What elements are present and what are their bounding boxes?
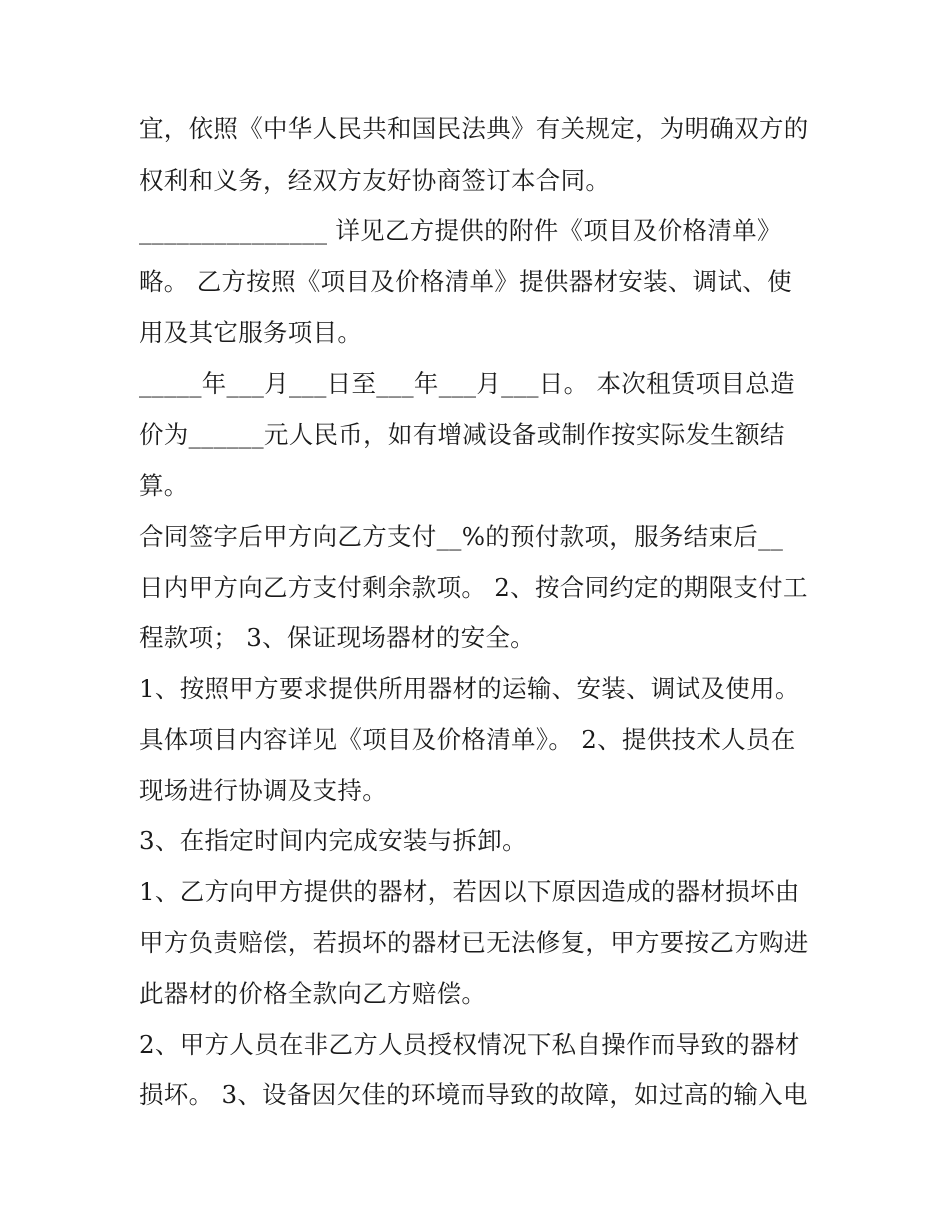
text-line: 日内甲方向乙方支付剩余款项。 2、按合同约定的期限支付工 [139,573,808,602]
text-line: 2、甲方人员在非乙方人员授权情况下私自操作而导致的器材 [139,1030,800,1059]
text-line: 损坏。 3、设备因欠佳的环境而导致的故障，如过高的输入电 [139,1080,808,1109]
text-line: _____年___月___日至___年___月___日。 本次租赁项目总造 [139,369,795,398]
text-line: _______________ 详见乙方提供的附件《项目及价格清单》 [139,216,782,245]
text-line: 合同签字后甲方向乙方支付__%的预付款项，服务结束后__ [139,522,784,551]
text-line: 用及其它服务项目。 [139,318,363,347]
text-line: 现场进行协调及支持。 [139,776,387,805]
text-line: 程款项； 3、保证现场器材的安全。 [139,623,535,652]
text-line: 1、按照甲方要求提供所用器材的运输、安装、调试及使用。 [139,674,800,703]
text-line: 3、在指定时间内完成安装与拆卸。 [139,826,527,855]
text-line: 权利和义务，经双方友好协商签订本合同。 [139,166,611,195]
text-line: 甲方负责赔偿，若损坏的器材已无法修复，甲方要按乙方购进 [139,928,809,957]
text-line: 1、乙方向甲方提供的器材，若因以下原因造成的器材损坏由 [139,877,800,906]
text-line: 此器材的价格全款向乙方赔偿。 [139,979,487,1008]
text-line: 具体项目内容详见《项目及价格清单》。 2、提供技术人员在 [139,725,796,754]
text-line: 宜，依照《中华人民共和国民法典》有关规定，为明确双方的 [139,114,809,143]
text-line: 略。 乙方按照《项目及价格清单》提供器材安装、调试、使 [139,267,792,296]
text-line: 算。 [139,471,189,500]
text-line: 价为______元人民币，如有增减设备或制作按实际发生额结 [139,420,785,449]
